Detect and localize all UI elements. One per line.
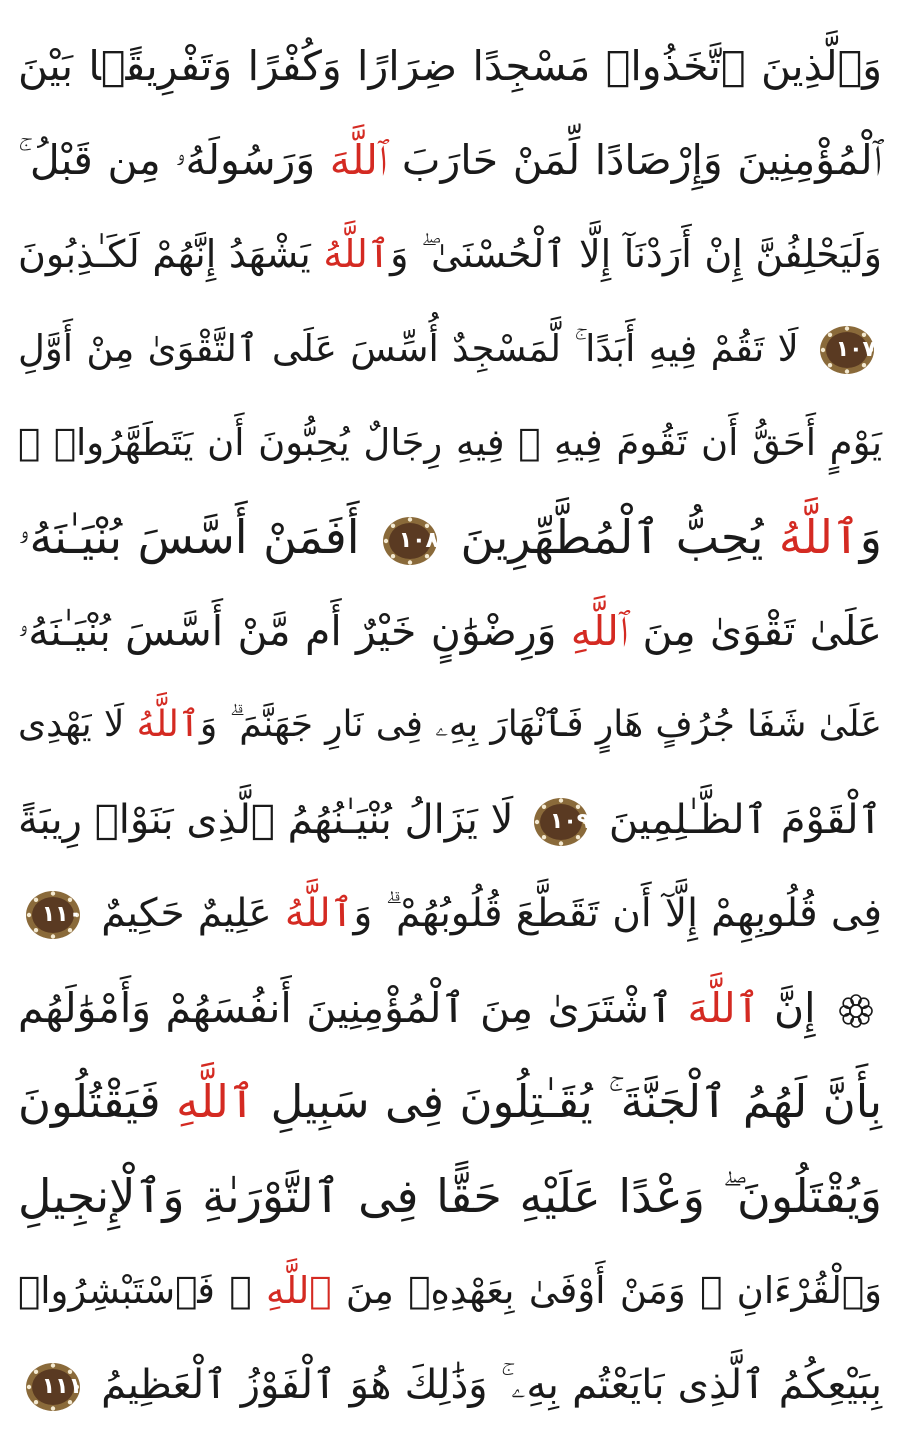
line-text	[18, 28, 882, 104]
verse-text: فِى قُلُوبِهِمْ إِلَّآ أَن تَقَطَّعَ قُلُوبُهُمْ ۗ وَ	[353, 890, 883, 936]
ayah-number-marker	[381, 515, 439, 567]
verse-text: وَيُقْتَلُونَ ۖ وَعْدًا عَلَيْهِ حَقًّا فِى ٱلتَّوْرَىٰةِ وَٱلْإِنجِيلِ	[18, 1169, 882, 1224]
text-line	[0, 1247, 900, 1331]
line-text	[18, 499, 882, 575]
ayah-number-marker	[818, 324, 876, 376]
text-line	[0, 1152, 900, 1236]
verse-text: وَٱلَّذِينَ ٱتَّخَذُوا۟ مَسْجِدًا ضِرَارًا وَكُفْرًا وَتَفْرِيقًۢا بَيْنَ	[18, 42, 882, 90]
verse-text: عَلِيمٌ حَكِيمٌ	[88, 890, 285, 936]
line-text	[18, 1064, 882, 1140]
line-text	[18, 1158, 882, 1234]
divine-name: ٱللَّهُ	[136, 704, 200, 746]
text-line	[0, 964, 900, 1048]
line-text	[18, 782, 882, 858]
text-line	[0, 399, 900, 483]
divine-name: ٱللَّهِ	[176, 1075, 256, 1129]
verse-text: وَرِضْوَٰنٍ خَيْرٌ أَم مَّنْ أَسَّسَ بُنْيَـٰنَهُۥ	[18, 607, 571, 656]
ayah-number-marker	[532, 796, 590, 848]
text-line	[0, 1341, 900, 1425]
divine-name: ٱللَّهُ	[323, 232, 391, 277]
verse-text: أَفَمَنْ أَسَّسَ بُنْيَـٰنَهُۥ	[18, 510, 375, 564]
line-text	[18, 405, 882, 481]
verse-text: لَا يَهْدِى	[18, 704, 137, 746]
verse-text: عَلَىٰ تَقْوَىٰ مِنَ	[628, 607, 882, 656]
verse-text: فَيَقْتُلُونَ	[18, 1075, 177, 1129]
divine-name: ٱللَّهَ	[687, 984, 760, 1032]
line-text	[18, 876, 882, 952]
verse-text: إِنَّ	[759, 984, 830, 1032]
text-line	[0, 870, 900, 954]
verse-text: ۚ فَٱسْتَبْشِرُوا۟	[18, 1268, 266, 1312]
ayah-number: ١٠٩	[549, 808, 591, 834]
text-line	[0, 776, 900, 860]
verse-text: لَا تَقُمْ فِيهِ أَبَدًا ۚ لَّمَسْجِدٌ أُسِّسَ عَلَى ٱلتَّقْوَىٰ مِنْ أَوَّلِ	[18, 326, 812, 370]
hizb-marker	[836, 991, 876, 1031]
hizb-star-icon	[836, 991, 876, 1031]
line-text	[18, 687, 882, 763]
text-line	[0, 1058, 900, 1142]
verse-text: وَ	[859, 510, 882, 564]
verse-text: يُحِبُّ ٱلْمُطَّهِّرِينَ	[445, 510, 779, 564]
verse-text: ٱلْقَوْمَ ٱلظَّـٰلِمِينَ	[596, 796, 882, 843]
divine-name: ٱللَّهَ	[329, 136, 388, 185]
text-line	[0, 681, 900, 765]
verse-text: وَٱلْقُرْءَانِ ۚ وَمَنْ أَوْفَىٰ بِعَهْدِهِۦ مِنَ	[331, 1268, 882, 1312]
line-text	[18, 1253, 882, 1329]
verse-text: يَوْمٍ أَحَقُّ أَن تَقُومَ فِيهِ ۚ فِيهِ رِجَالٌ يُحِبُّونَ أَن يَتَطَهَّرُوا۟ ۚ	[18, 420, 882, 464]
hizb-core	[850, 1005, 862, 1017]
ayah-number: ١٠٨	[398, 527, 439, 553]
text-line	[0, 22, 900, 106]
verse-text: بِبَيْعِكُمُ ٱلَّذِى بَايَعْتُم بِهِۦ ۚ وَذَٰلِكَ هُوَ ٱلْفَوْزُ ٱلْعَظِيمُ	[88, 1361, 882, 1408]
verse-text: يَشْهَدُ إِنَّهُمْ لَكَـٰذِبُونَ	[18, 232, 324, 277]
verse-text: عَلَىٰ شَفَا جُرُفٍ هَارٍ فَٱنْهَارَ بِهِۦ فِى نَارِ جَهَنَّمَ ۗ وَ	[199, 704, 882, 746]
ayah-number: ١٠٧	[835, 337, 876, 363]
ayah-number: ١١١	[41, 1373, 82, 1399]
text-line	[0, 587, 900, 671]
line-text	[18, 122, 882, 198]
ayah-number: ١١٠	[41, 902, 82, 928]
ayah-number-marker	[24, 1361, 82, 1413]
line-text	[18, 970, 882, 1046]
line-text	[18, 216, 882, 292]
verse-text: لَا يَزَالُ بُنْيَـٰنُهُمُ ٱلَّذِى بَنَوْا۟ رِيبَةً	[18, 796, 527, 843]
verse-text: ٱشْتَرَىٰ مِنَ ٱلْمُؤْمِنِينَ أَنفُسَهُمْ وَأَمْوَٰلَهُم	[18, 984, 688, 1032]
verse-text: وَرَسُولَهُۥ مِن قَبْلُ ۚ	[18, 136, 330, 185]
text-line	[0, 305, 900, 389]
verse-text: بِأَنَّ لَهُمُ ٱلْجَنَّةَ ۚ يُقَـٰتِلُونَ فِى سَبِيلِ	[255, 1075, 882, 1129]
verse-text: وَلَيَحْلِفُنَّ إِنْ أَرَدْنَآ إِلَّا ٱلْحُسْنَىٰ ۖ وَ	[390, 232, 883, 277]
divine-name: ٱللَّهُ	[778, 510, 860, 564]
line-text	[18, 311, 882, 387]
verse-text: ٱلْمُؤْمِنِينَ وَإِرْصَادًا لِّمَنْ حَارَبَ	[387, 136, 882, 185]
line-text	[18, 593, 882, 669]
text-line	[0, 493, 900, 577]
line-text	[18, 1347, 882, 1423]
divine-name: ٱللَّهِ	[265, 1268, 332, 1312]
text-line	[0, 210, 900, 294]
divine-name: ٱللَّهِ	[570, 607, 629, 656]
divine-name: ٱللَّهُ	[284, 890, 354, 936]
ayah-number-marker	[24, 889, 82, 941]
text-line	[0, 116, 900, 200]
